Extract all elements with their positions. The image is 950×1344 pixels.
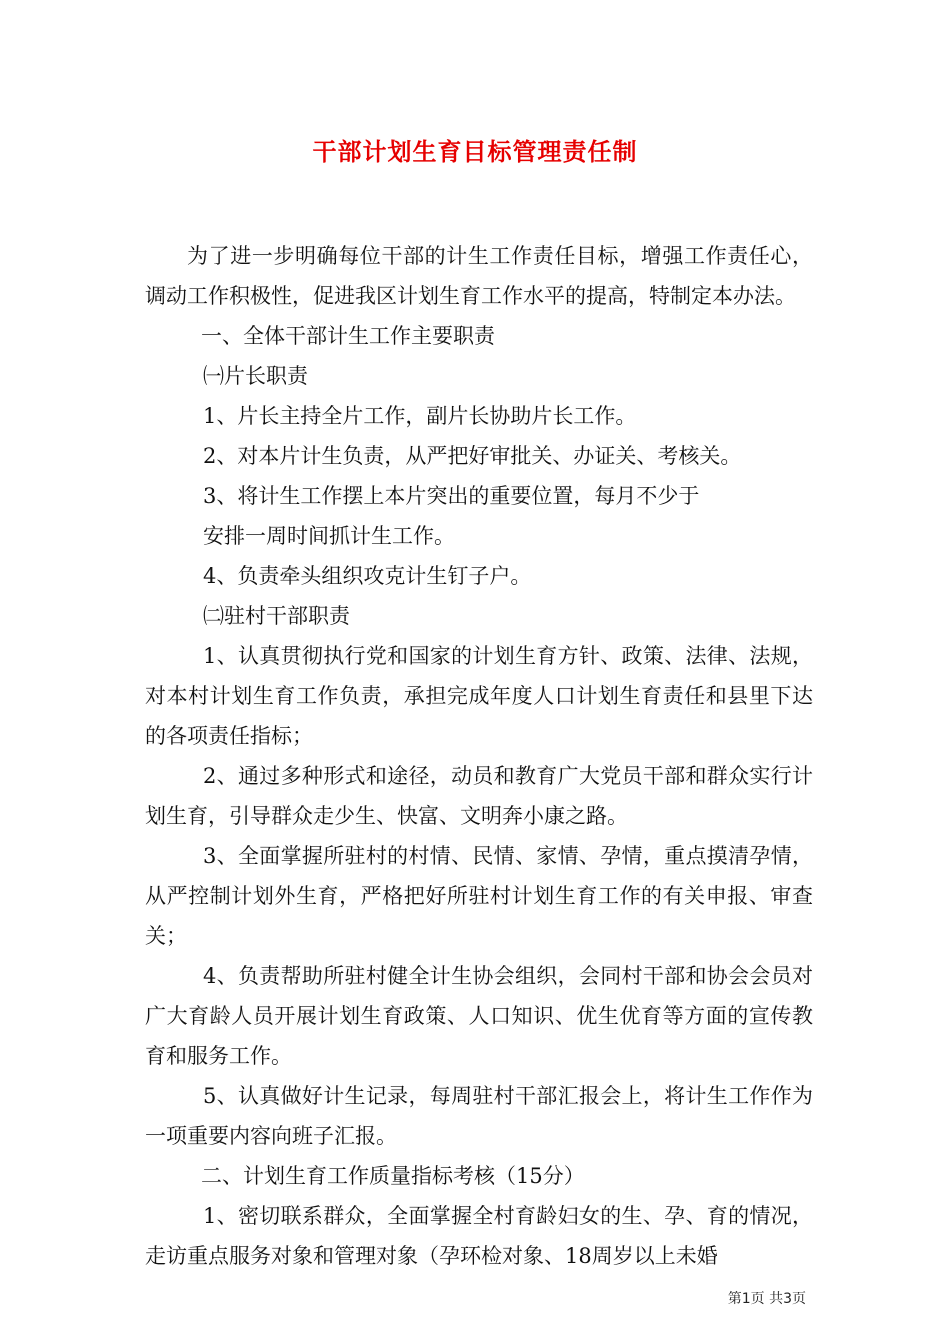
section-heading-1: 一、全体干部计生工作主要职责 <box>201 324 495 348</box>
list-item: 5、认真做好计生记录，每周驻村干部汇报会上，将计生工作作为一项重要内容向班子汇报。 <box>145 1084 813 1148</box>
list-item: 1、认真贯彻执行党和国家的计划生育方针、政策、法律、法规，对本村计划生育工作负责，承担完成年度人口计划生育责任和县里下达的各项责任指标； <box>145 644 813 748</box>
list-item-continuation: 安排一周时间抓计生工作。 <box>203 524 455 548</box>
list-item: 1、密切联系群众，全面掌握全村育龄妇女的生、孕、育的情况，走访重点服务对象和管理对象（孕环检对象、18周岁以上未婚 <box>145 1204 813 1268</box>
list-item: 3、将计生工作摆上本片突出的重要位置，每月不少于 <box>203 484 700 508</box>
list-item: 4、负责帮助所驻村健全计生协会组织，会同村干部和协会会员对广大育龄人员开展计划生育政策、人口知识、优生优育等方面的宣传教育和服务工作。 <box>145 964 813 1068</box>
list-item: 4、负责牵头组织攻克计生钉子户。 <box>203 564 532 588</box>
list-item: 2、对本片计生负责，从严把好审批关、办证关、考核关。 <box>203 444 742 468</box>
list-item: 2、通过多种形式和途径，动员和教育广大党员干部和群众实行计划生育，引导群众走少生、快富、文明奔小康之路。 <box>145 764 813 828</box>
intro-paragraph: 为了进一步明确每位干部的计生工作责任目标，增强工作责任心，调动工作积极性，促进我区计划生育工作水平的提高，特制定本办法。 <box>145 244 813 308</box>
document-title: 干部计划生育目标管理责任制 <box>312 138 638 166</box>
document-body <box>145 236 813 1276</box>
list-item: 1、片长主持全片工作，副片长协助片长工作。 <box>203 404 637 428</box>
page-number: 第1页 共3页 <box>727 1291 806 1307</box>
list-item: 3、全面掌握所驻村的村情、民情、家情、孕情，重点摸清孕情，从严控制计划外生育，严格把好所驻村计划生育工作的有关申报、审查关； <box>145 844 813 948</box>
subsection-heading-2: ㈡驻村干部职责 <box>203 604 350 628</box>
section-heading-2: 二、计划生育工作质量指标考核（15分） <box>201 1164 585 1188</box>
subsection-heading-1: ㈠片长职责 <box>203 364 308 388</box>
